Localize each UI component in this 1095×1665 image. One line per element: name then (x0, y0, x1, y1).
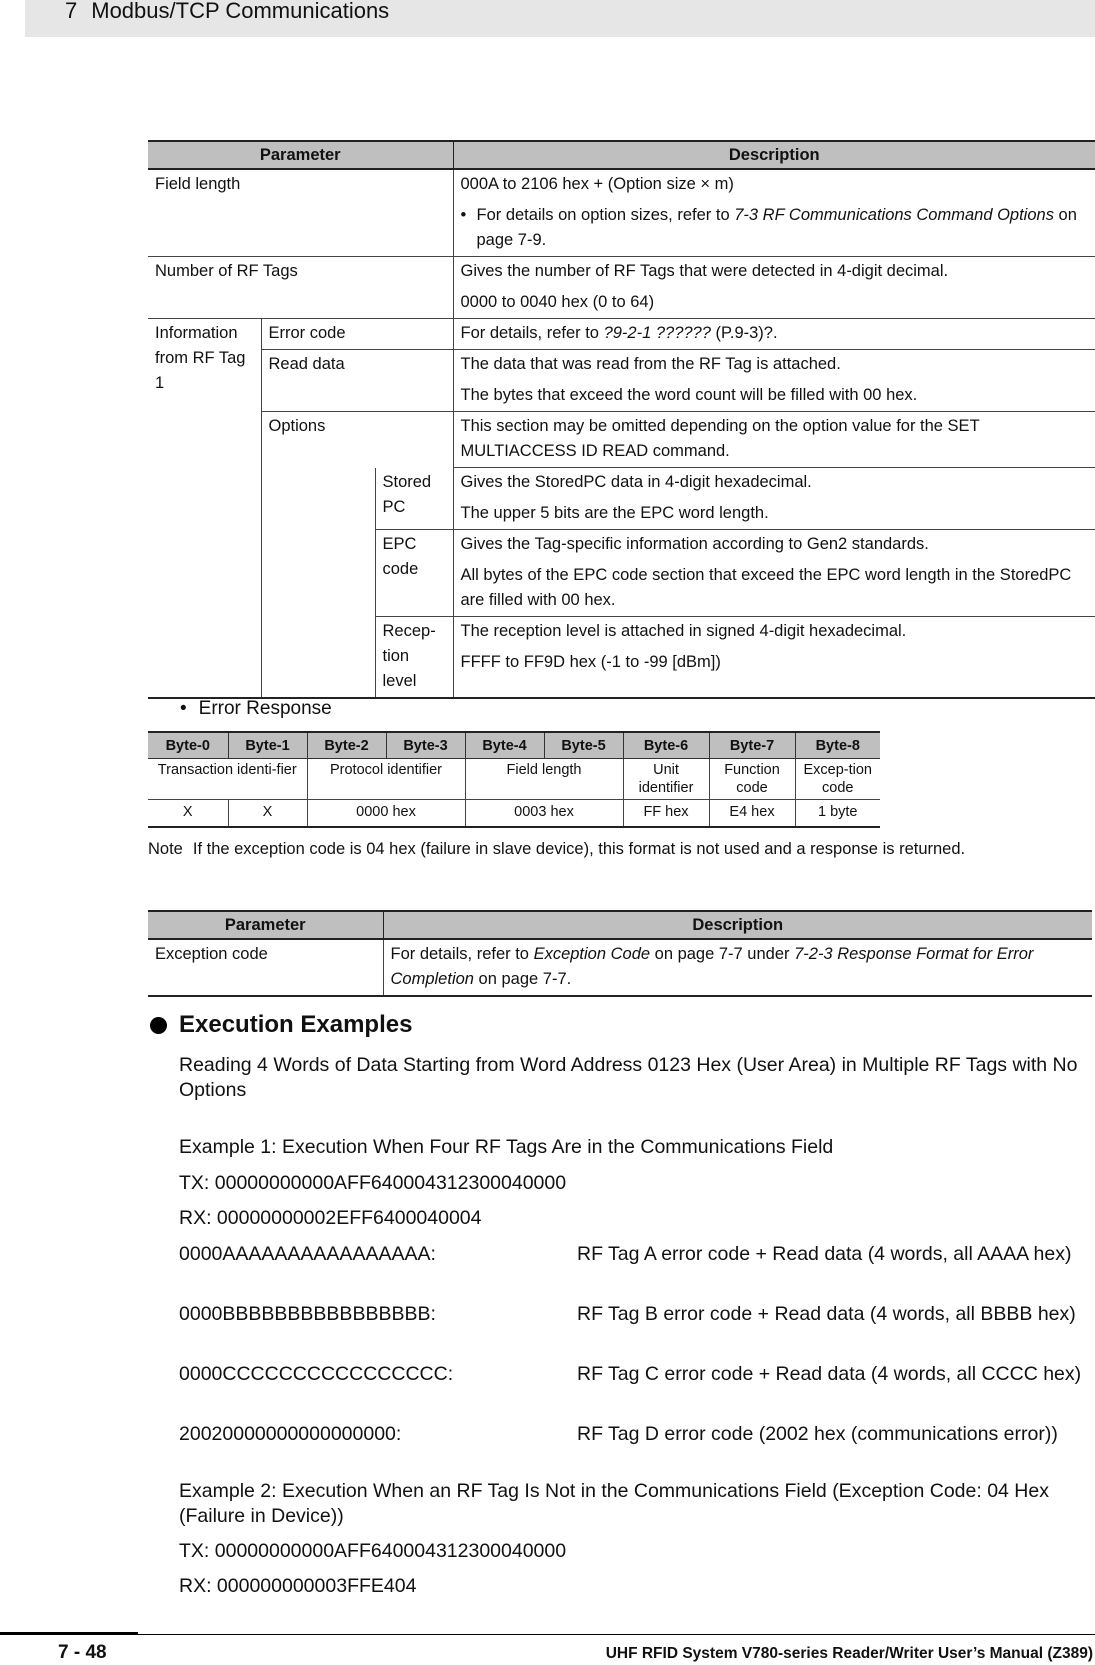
table-row (148, 350, 1095, 412)
example2-rx: RX: 000000000003FFE404 (179, 1575, 417, 1597)
desc-line: Gives the StoredPC data in 4-digit hexadecimal. (460, 473, 812, 491)
param-read-data: Read data (261, 350, 453, 412)
param-options: Options (261, 412, 453, 468)
table-row (148, 468, 1095, 530)
field-function-code: Function code (709, 759, 795, 800)
error-response-byte-table (148, 731, 880, 828)
value-unit-identifier: FF hex (623, 800, 709, 828)
response-code: 20020000000000000000: (179, 1423, 402, 1445)
cross-reference: 7-3 RF Communications Command Options (734, 206, 1054, 224)
table-row (148, 939, 1092, 996)
bullet-item (461, 203, 1089, 253)
example1-rx: RX: 00000000002EFF6400040004 (179, 1207, 482, 1229)
note (148, 840, 965, 859)
byte-header: Byte-7 (709, 732, 795, 759)
desc-read-data (453, 350, 1095, 412)
column-header-description: Description (453, 141, 1095, 169)
value-field-length: 0003 hex (465, 800, 623, 828)
byte-header: Byte-0 (148, 732, 228, 759)
desc-line: 000A to 2106 hex + (Option size × m) (460, 175, 734, 193)
param-reception-level: Recep-tion level (375, 617, 453, 699)
value-function-code: E4 hex (709, 800, 795, 828)
table-row (148, 257, 1095, 319)
field-exception-code: Excep-tion code (795, 759, 880, 800)
param-error-code: Error code (261, 319, 453, 350)
desc-line: Gives the Tag-specific information according to Gen2 standards. (460, 535, 929, 553)
response-description: RF Tag C error code + Read data (4 words, all CCCC hex) (577, 1363, 1082, 1385)
note-text: If the exception code is 04 hex (failure in slave device), this format is not used and a response is returned. (192, 840, 966, 858)
param-field-length: Field length (148, 169, 453, 257)
manual-title: UHF RFID System V780-series Reader/Writer User’s Manual (Z389) (605, 1645, 1093, 1662)
param-number-of-tags: Number of RF Tags (148, 257, 453, 319)
field-transaction-identifier: Transaction identi-fier (148, 759, 307, 800)
cross-reference: 7-2-3 Response Format for Error Completion (390, 945, 1034, 988)
footer-rule (138, 1634, 1095, 1635)
bullet-marker: • (460, 206, 467, 224)
desc-line: The bytes that exceed the word count will be filled with 00 hex. (460, 386, 918, 404)
byte-header: Byte-6 (623, 732, 709, 759)
desc-text: For details, refer to (460, 324, 604, 342)
desc-exception-code (383, 939, 1092, 996)
note-label: Note (148, 840, 183, 858)
desc-text: on page 7-9. (476, 206, 1077, 249)
desc-stored-pc (453, 468, 1095, 530)
desc-line: 0000 to 0040 hex (0 to 64) (460, 293, 655, 311)
cross-reference: ?9-2-1 ?????? (603, 324, 711, 342)
error-response-label: Error Response (198, 698, 332, 719)
response-code: 0000BBBBBBBBBBBBBBBB: (179, 1303, 436, 1325)
value-protocol-identifier: 0000 hex (307, 800, 465, 828)
response-parameter-table (148, 140, 1095, 699)
desc-line: The reception level is attached in signed 4-digit hexadecimal. (460, 622, 907, 640)
chapter-name: Modbus/TCP Communications (91, 0, 390, 23)
desc-text: on page 7-7 under (650, 945, 795, 963)
desc-epc-code (453, 530, 1095, 617)
param-stored-pc: Stored PC (375, 468, 453, 530)
byte-header: Byte-1 (228, 732, 307, 759)
table-row (148, 319, 1095, 350)
error-response-heading (180, 698, 332, 720)
desc-number-of-tags (453, 257, 1095, 319)
column-header-parameter: Parameter (148, 141, 453, 169)
example1-tx: TX: 00000000000AFF640004312300040000 (179, 1172, 567, 1194)
section-intro: Reading 4 Words of Data Starting from Word Address 0123 Hex (User Area) in Multiple RF Tags with No Options (179, 1054, 1078, 1101)
table-row (148, 169, 1095, 257)
bullet-disc-icon (150, 1017, 167, 1034)
value-byte-1: X (228, 800, 307, 828)
field-field-length: Field length (465, 759, 623, 800)
param-info-group: Information from RF Tag 1 (148, 319, 261, 699)
example2-title: Example 2: Execution When an RF Tag Is Not in the Communications Field (Exception Code: 04 Hex (Failure in Device)) (179, 1480, 1049, 1527)
response-description: RF Tag B error code + Read data (4 words, all BBBB hex) (577, 1303, 1076, 1325)
desc-text: For details on option sizes, refer to (476, 206, 735, 224)
param-epc-code: EPC code (375, 530, 453, 617)
cross-reference: Exception Code (533, 945, 651, 963)
byte-header: Byte-8 (795, 732, 880, 759)
section-heading (148, 1011, 412, 1039)
table-row (148, 412, 1095, 468)
chapter-header-band (25, 0, 1095, 37)
footer-rule-thick (0, 1632, 138, 1635)
field-row (148, 759, 880, 800)
desc-error-code (453, 319, 1095, 350)
chapter-title (65, 0, 389, 24)
bullet-marker: • (180, 698, 187, 719)
desc-options: This section may be omitted depending on the option value for the SET MULTIACCESS ID READ command. (453, 412, 1095, 468)
byte-header: Byte-3 (386, 732, 465, 759)
byte-header: Byte-4 (465, 732, 544, 759)
example2-tx: TX: 00000000000AFF640004312300040000 (179, 1540, 567, 1562)
response-description: RF Tag A error code + Read data (4 words, all AAAA hex) (577, 1243, 1072, 1265)
desc-field-length (453, 169, 1095, 257)
value-byte-0: X (148, 800, 228, 828)
desc-text: on page 7-7. (473, 970, 572, 988)
desc-line: FFFF to FF9D hex (-1 to -99 [dBm]) (460, 653, 721, 671)
example1-title: Example 1: Execution When Four RF Tags Are in the Communications Field (179, 1136, 834, 1158)
column-header-description: Description (383, 911, 1092, 939)
desc-text: (P.9-3)?. (710, 324, 778, 342)
options-spacer (261, 468, 375, 699)
section-title: Execution Examples (179, 1011, 413, 1038)
desc-reception-level (453, 617, 1095, 699)
response-description: RF Tag D error code (2002 hex (communications error)) (577, 1423, 1058, 1445)
byte-header: Byte-5 (544, 732, 623, 759)
response-code: 0000CCCCCCCCCCCCCCCC: (179, 1363, 454, 1385)
desc-line: All bytes of the EPC code section that exceed the EPC word length in the StoredPC are filled with 00 hex. (460, 566, 1072, 609)
value-row (148, 800, 880, 828)
desc-line: The upper 5 bits are the EPC word length. (460, 504, 769, 522)
column-header-parameter: Parameter (148, 911, 383, 939)
desc-line: Gives the number of RF Tags that were detected in 4-digit decimal. (460, 262, 949, 280)
response-code: 0000AAAAAAAAAAAAAAAA: (179, 1243, 436, 1265)
param-exception-code: Exception code (148, 939, 383, 996)
field-protocol-identifier: Protocol identifier (307, 759, 465, 800)
chapter-number: 7 (65, 0, 78, 23)
desc-line: The data that was read from the RF Tag is attached. (460, 355, 841, 373)
byte-header: Byte-2 (307, 732, 386, 759)
value-exception-code: 1 byte (795, 800, 880, 828)
desc-text: For details, refer to (390, 945, 534, 963)
page-number: 7 - 48 (58, 1642, 107, 1663)
field-unit-identifier: Unit identifier (623, 759, 709, 800)
exception-parameter-table (148, 910, 1092, 997)
